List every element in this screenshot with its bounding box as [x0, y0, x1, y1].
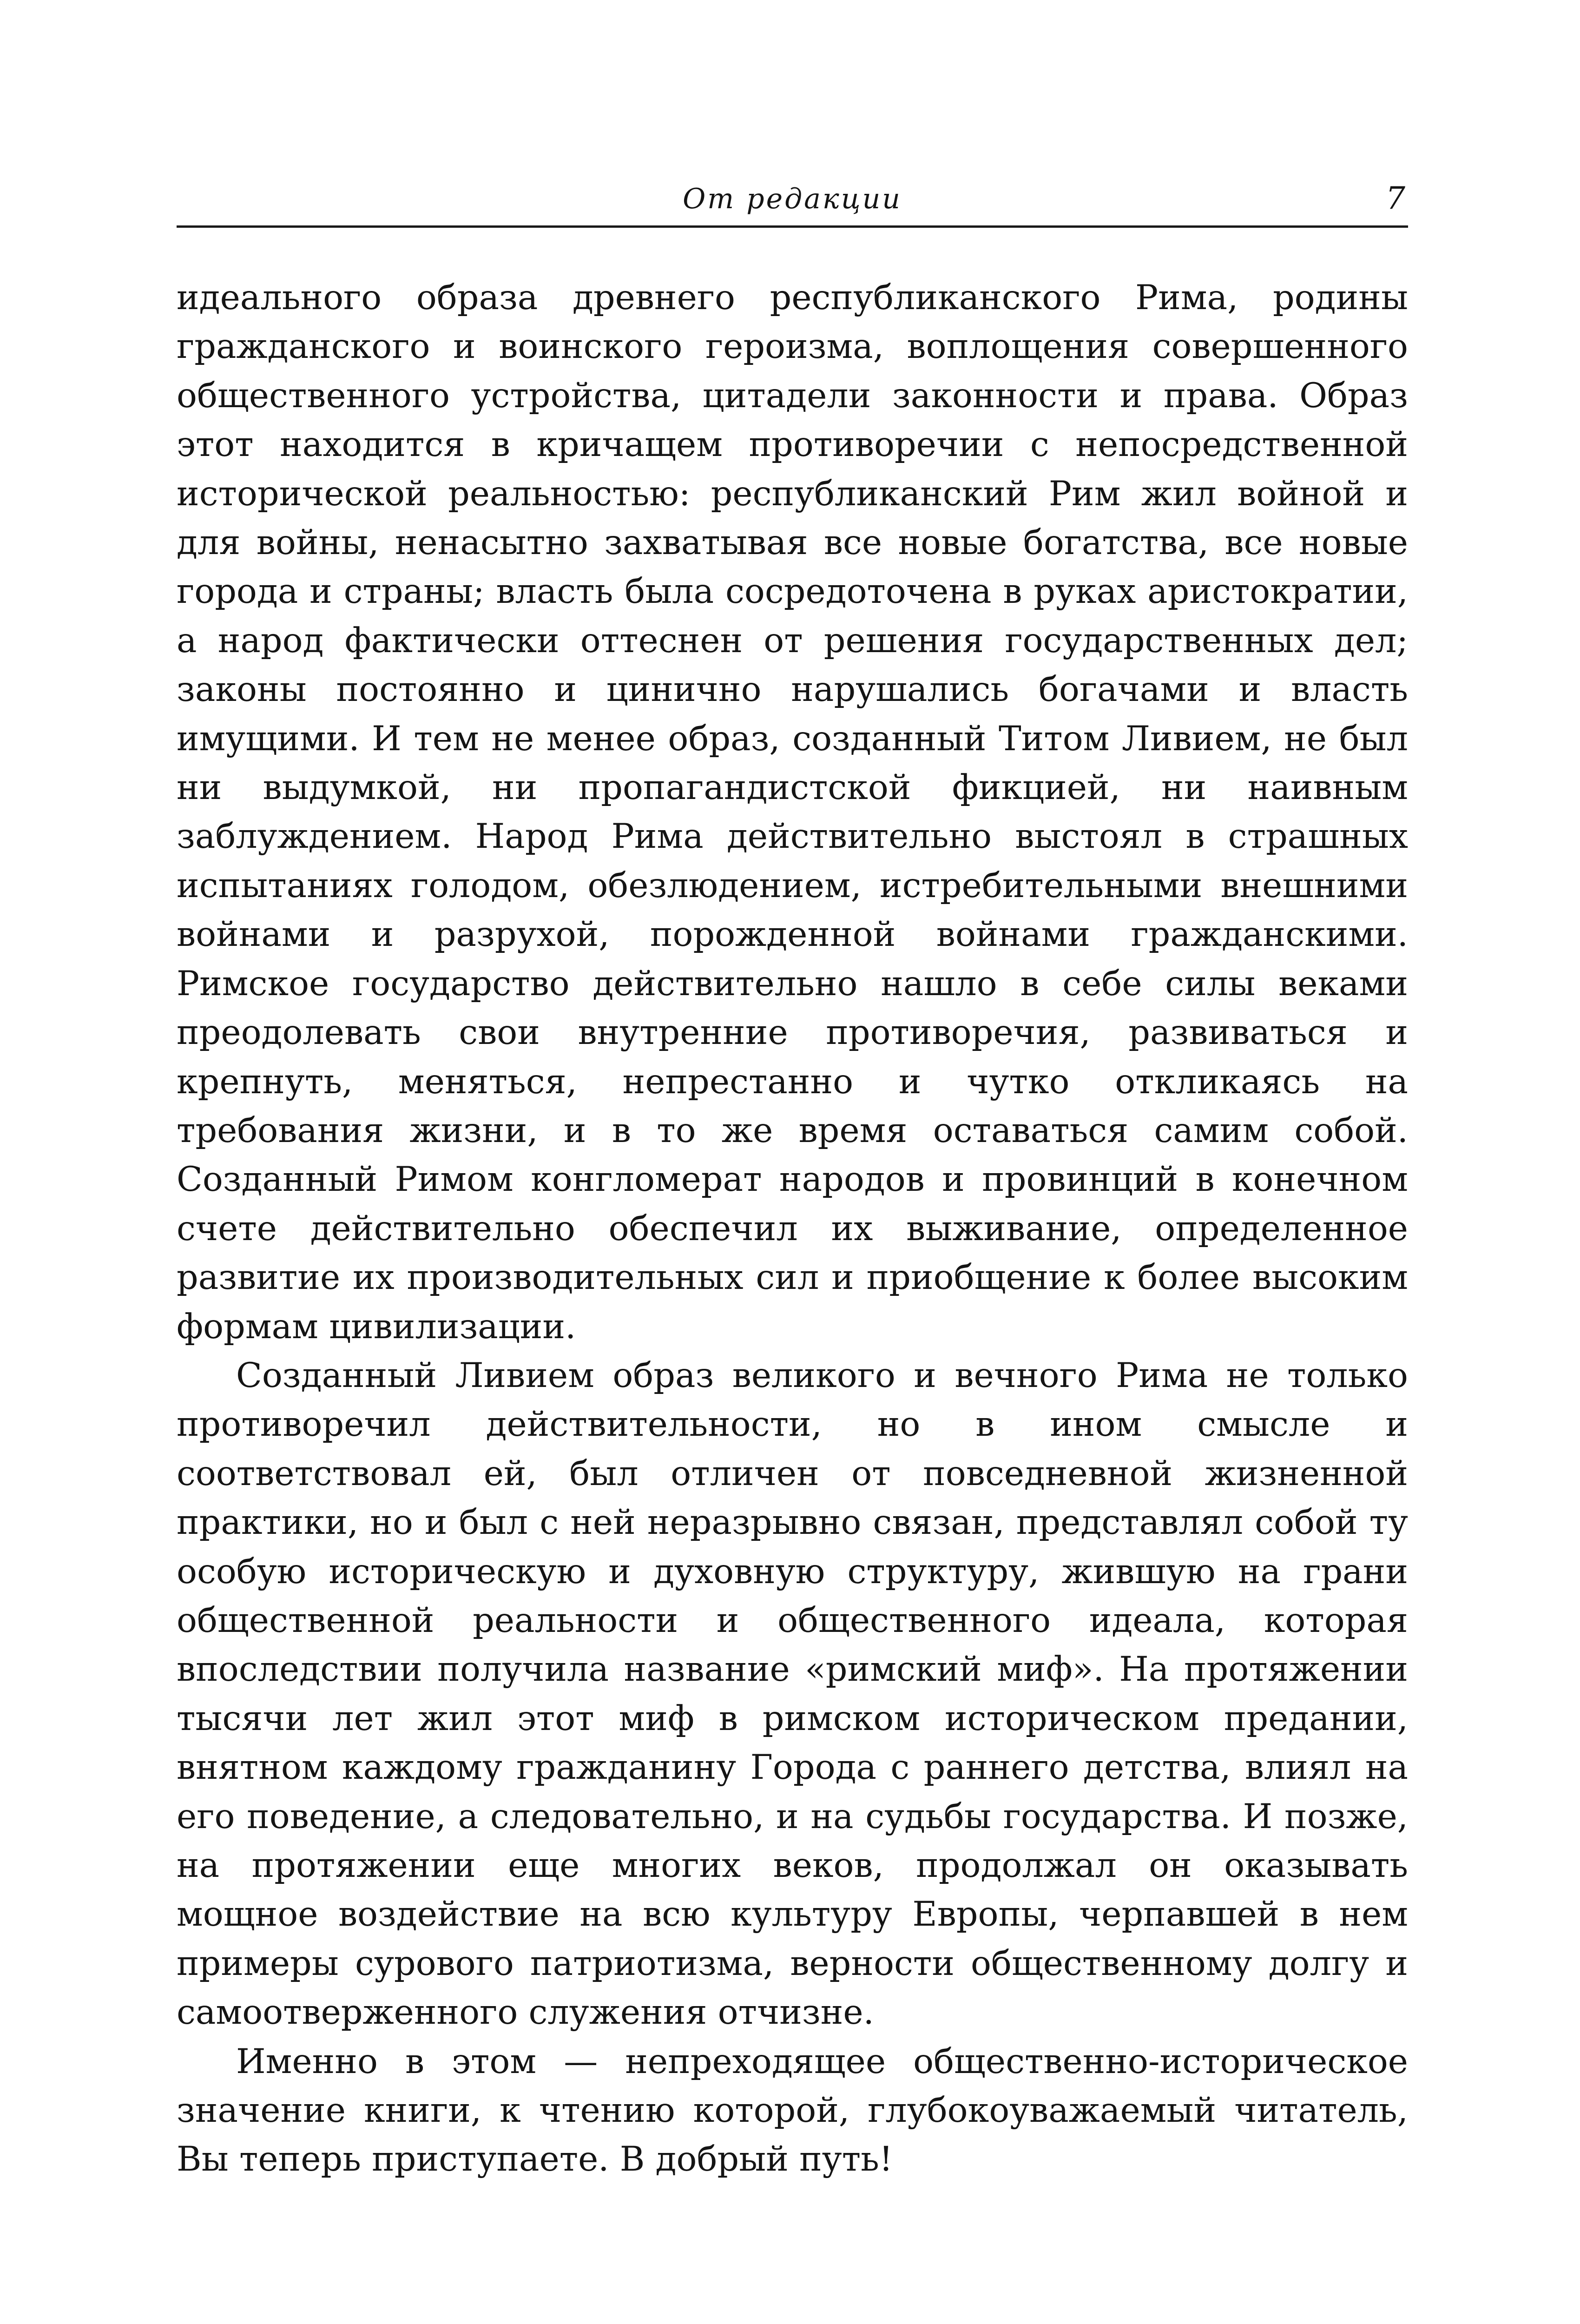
book-page: [177, 172, 1408, 2264]
paragraph-continued: идеального образа древнего республиканского Рима, родины гражданского и воинского героизма, воплощения совершенного общественного устройства, цитадели законности и права. Образ этот находится в кричащем противоречии с непосредственной исторической реальностью: республиканский Рим жил войной и для войны, ненасытно захватывая все новые богатства, все новые города и страны; власть была сосредоточена в руках аристократии, а народ фактически оттеснен от решения государственных дел; законы постоянно и цинично нарушались богачами и власть имущими. И тем не менее образ, созданный Титом Ливием, не был ни выдумкой, ни пропагандистской фикцией, ни наивным заблуждением. Народ Рима действительно выстоял в страшных испытаниях голодом, обезлюдением, истребительными внешними войнами и разрухой, порожденной войнами гражданскими. Римское государство действительно нашло в себе силы веками преодолевать свои внутренние противоречия, развиваться и крепнуть, меняться, непрестанно и чутко откликаясь на требования жизни, и в то же время оставаться самим собой. Созданный Римом конгломерат народов и провинций в конечном счете действительно обеспечил их выживание, определенное развитие их производительных сил и приобщение к более высоким формам цивилизации.: [177, 278, 1408, 1347]
paragraph: Именно в этом — непреходящее общественно-историческое значение книги, к чтению которой, глубокоуважаемый читатель, Вы теперь приступаете. В добрый путь!: [177, 2041, 1408, 2179]
page-number: 7: [1386, 180, 1405, 216]
running-header: [177, 172, 1408, 228]
paragraph: Созданный Ливием образ великого и вечного Рима не только противоречил действительности, но в ином смысле и соответствовал ей, был отличен от повседневной жизненной практики, но и был с ней неразрывно связан, представлял собой ту особую историческую и духовную структуру, жившую на грани общественной реальности и общественного идеала, которая впоследствии получила название «римский миф». На протяжении тысячи лет жил этот миф в римском историческом предании, внятном каждому гражданину Города с раннего детства, влиял на его поведение, а следовательно, и на судьбы государства. И позже, на протяжении еще многих веков, продолжал он оказывать мощное воздействие на всю культуру Европы, черпавшей в нем примеры сурового патриотизма, верности общественному долгу и самоотверженного служения отчизне.: [177, 1355, 1408, 2033]
body-text: [177, 273, 1408, 2184]
running-title: От редакции: [683, 183, 902, 215]
